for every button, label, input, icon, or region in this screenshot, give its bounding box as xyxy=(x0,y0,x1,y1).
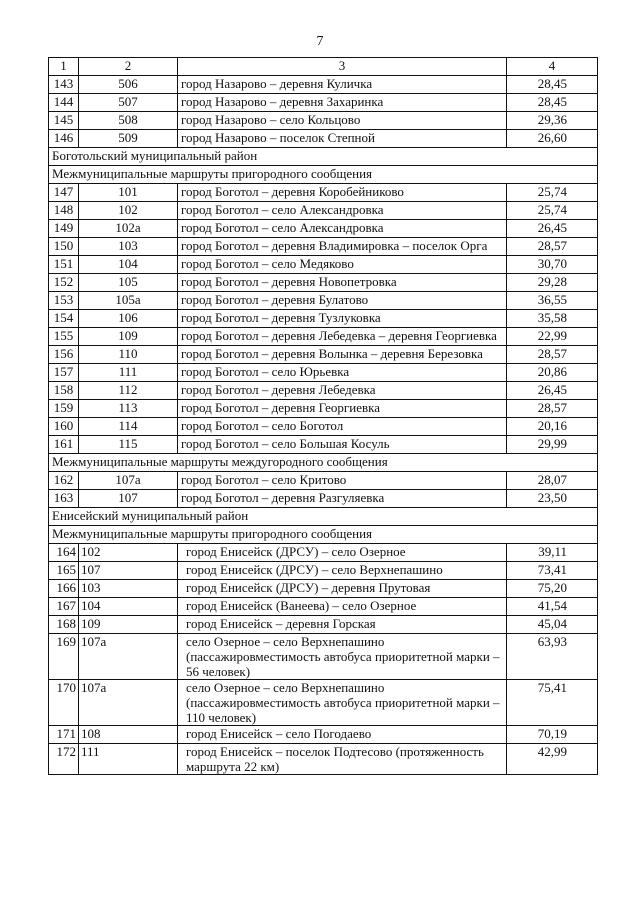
table-row xyxy=(49,292,598,310)
row-number: 150 xyxy=(49,238,79,256)
route-name: город Боготол – деревня Коробейниково xyxy=(178,184,507,202)
route-number: 102а xyxy=(79,220,178,238)
table-row xyxy=(49,346,598,364)
row-number: 172 xyxy=(49,744,79,775)
table-header-row xyxy=(49,58,598,76)
section-heading xyxy=(49,508,598,526)
page-number: 7 xyxy=(316,34,324,49)
route-price: 73,41 xyxy=(507,562,598,580)
table-row xyxy=(49,130,598,148)
row-number: 158 xyxy=(49,382,79,400)
route-name: город Боготол – село Медяково xyxy=(178,256,507,274)
route-number: 108 xyxy=(79,726,178,744)
route-number: 104 xyxy=(79,598,178,616)
table-row xyxy=(49,436,598,454)
table-row xyxy=(49,220,598,238)
route-number: 103 xyxy=(79,580,178,598)
subsection-heading xyxy=(49,454,598,472)
header-cell-3: 3 xyxy=(178,58,507,76)
route-number: 113 xyxy=(79,400,178,418)
table-row xyxy=(49,472,598,490)
route-price: 22,99 xyxy=(507,328,598,346)
route-number: 110 xyxy=(79,346,178,364)
row-number: 171 xyxy=(49,726,79,744)
section-heading xyxy=(49,148,598,166)
row-number: 161 xyxy=(49,436,79,454)
row-number: 162 xyxy=(49,472,79,490)
row-number: 153 xyxy=(49,292,79,310)
route-name: город Енисейск (ДРСУ) – деревня Прутовая xyxy=(178,580,507,598)
route-name: город Боготол – деревня Волынка – деревня Березовка xyxy=(178,346,507,364)
route-price: 75,41 xyxy=(507,680,598,726)
section-heading-text: Енисейский муниципальный район xyxy=(49,508,598,526)
route-number: 109 xyxy=(79,328,178,346)
route-number: 508 xyxy=(79,112,178,130)
route-name: город Енисейск (ДРСУ) – село Верхнепашино xyxy=(178,562,507,580)
row-number: 155 xyxy=(49,328,79,346)
table-row xyxy=(49,310,598,328)
table-row xyxy=(49,256,598,274)
row-number: 152 xyxy=(49,274,79,292)
row-number: 168 xyxy=(49,616,79,634)
table-row xyxy=(49,680,598,726)
route-price: 63,93 xyxy=(507,634,598,680)
route-number: 507 xyxy=(79,94,178,112)
route-name: город Боготол – село Юрьевка xyxy=(178,364,507,382)
header-cell-4: 4 xyxy=(507,58,598,76)
route-number: 114 xyxy=(79,418,178,436)
table-row xyxy=(49,544,598,562)
table-row xyxy=(49,562,598,580)
route-price: 28,57 xyxy=(507,400,598,418)
route-name: город Енисейск – поселок Подтесово (протяженность маршрута 22 км) xyxy=(178,744,507,775)
section-heading-text: Боготольский муниципальный район xyxy=(49,148,598,166)
table-row xyxy=(49,634,598,680)
route-number: 103 xyxy=(79,238,178,256)
table-row xyxy=(49,328,598,346)
table-row xyxy=(49,418,598,436)
route-number: 107 xyxy=(79,490,178,508)
table-row xyxy=(49,94,598,112)
route-price: 28,57 xyxy=(507,238,598,256)
route-name: город Назарово – поселок Степной xyxy=(178,130,507,148)
routes-table xyxy=(48,57,598,775)
table-row xyxy=(49,364,598,382)
route-price: 35,58 xyxy=(507,310,598,328)
route-number: 106 xyxy=(79,310,178,328)
route-price: 28,57 xyxy=(507,346,598,364)
row-number: 160 xyxy=(49,418,79,436)
route-name: город Енисейск – деревня Горская xyxy=(178,616,507,634)
route-number: 105 xyxy=(79,274,178,292)
row-number: 166 xyxy=(49,580,79,598)
route-price: 26,60 xyxy=(507,130,598,148)
row-number: 169 xyxy=(49,634,79,680)
table-row xyxy=(49,400,598,418)
route-number: 109 xyxy=(79,616,178,634)
route-name: село Озерное – село Верхнепашино (пассажировместимость автобуса приоритетной марки – 56 человек) xyxy=(178,634,507,680)
route-number: 509 xyxy=(79,130,178,148)
route-number: 112 xyxy=(79,382,178,400)
header-cell-2: 2 xyxy=(79,58,178,76)
route-number: 105а xyxy=(79,292,178,310)
route-name: город Боготол – деревня Лебедевка – деревня Георгиевка xyxy=(178,328,507,346)
route-price: 29,99 xyxy=(507,436,598,454)
route-name: город Назарово – деревня Захаринка xyxy=(178,94,507,112)
route-price: 25,74 xyxy=(507,202,598,220)
table-row xyxy=(49,202,598,220)
table-row xyxy=(49,112,598,130)
route-price: 36,55 xyxy=(507,292,598,310)
row-number: 167 xyxy=(49,598,79,616)
table-row xyxy=(49,490,598,508)
row-number: 149 xyxy=(49,220,79,238)
route-name: город Боготол – деревня Владимировка – поселок Орга xyxy=(178,238,507,256)
table-row xyxy=(49,580,598,598)
route-name: город Боготол – деревня Лебедевка xyxy=(178,382,507,400)
route-price: 26,45 xyxy=(507,382,598,400)
route-name: город Боготол – деревня Разгуляевка xyxy=(178,490,507,508)
route-price: 26,45 xyxy=(507,220,598,238)
route-number: 111 xyxy=(79,364,178,382)
row-number: 165 xyxy=(49,562,79,580)
route-price: 39,11 xyxy=(507,544,598,562)
route-number: 107 xyxy=(79,562,178,580)
row-number: 147 xyxy=(49,184,79,202)
routes-table-body xyxy=(49,58,598,775)
table-row xyxy=(49,76,598,94)
route-number: 107а xyxy=(79,634,178,680)
route-price: 70,19 xyxy=(507,726,598,744)
row-number: 143 xyxy=(49,76,79,94)
route-price: 42,99 xyxy=(507,744,598,775)
route-name: село Озерное – село Верхнепашино (пассажировместимость автобуса приоритетной марки – 110 человек) xyxy=(178,680,507,726)
route-number: 115 xyxy=(79,436,178,454)
subsection-heading-text: Межмуниципальные маршруты пригородного сообщения xyxy=(49,166,598,184)
row-number: 154 xyxy=(49,310,79,328)
route-number: 107а xyxy=(79,680,178,726)
route-price: 28,07 xyxy=(507,472,598,490)
table-row xyxy=(49,598,598,616)
route-name: город Енисейск – село Погодаево xyxy=(178,726,507,744)
route-name: город Боготол – деревня Булатово xyxy=(178,292,507,310)
route-name: город Боготол – село Александровка xyxy=(178,202,507,220)
route-number: 102 xyxy=(79,544,178,562)
route-name: город Боготол – деревня Новопетровка xyxy=(178,274,507,292)
table-row xyxy=(49,744,598,775)
route-price: 20,86 xyxy=(507,364,598,382)
route-number: 102 xyxy=(79,202,178,220)
route-name: город Енисейск (ДРСУ) – село Озерное xyxy=(178,544,507,562)
row-number: 145 xyxy=(49,112,79,130)
route-price: 25,74 xyxy=(507,184,598,202)
route-name: город Боготол – деревня Георгиевка xyxy=(178,400,507,418)
subsection-heading-text: Межмуниципальные маршруты пригородного сообщения xyxy=(49,526,598,544)
route-name: город Назарово – село Кольцово xyxy=(178,112,507,130)
route-price: 41,54 xyxy=(507,598,598,616)
route-number: 104 xyxy=(79,256,178,274)
route-price: 30,70 xyxy=(507,256,598,274)
route-name: город Енисейск (Ванеева) – село Озерное xyxy=(178,598,507,616)
table-row xyxy=(49,274,598,292)
route-price: 28,45 xyxy=(507,94,598,112)
subsection-heading xyxy=(49,166,598,184)
route-price: 29,36 xyxy=(507,112,598,130)
row-number: 156 xyxy=(49,346,79,364)
row-number: 144 xyxy=(49,94,79,112)
table-row xyxy=(49,238,598,256)
route-number: 107а xyxy=(79,472,178,490)
route-price: 20,16 xyxy=(507,418,598,436)
row-number: 163 xyxy=(49,490,79,508)
row-number: 170 xyxy=(49,680,79,726)
route-price: 23,50 xyxy=(507,490,598,508)
row-number: 146 xyxy=(49,130,79,148)
row-number: 159 xyxy=(49,400,79,418)
route-name: город Назарово – деревня Куличка xyxy=(178,76,507,94)
route-name: город Боготол – село Александровка xyxy=(178,220,507,238)
route-name: город Боготол – село Большая Косуль xyxy=(178,436,507,454)
table-row xyxy=(49,382,598,400)
route-price: 29,28 xyxy=(507,274,598,292)
route-name: город Боготол – село Боготол xyxy=(178,418,507,436)
table-row xyxy=(49,616,598,634)
row-number: 164 xyxy=(49,544,79,562)
subsection-heading xyxy=(49,526,598,544)
table-row xyxy=(49,726,598,744)
row-number: 151 xyxy=(49,256,79,274)
route-number: 506 xyxy=(79,76,178,94)
route-price: 45,04 xyxy=(507,616,598,634)
route-price: 75,20 xyxy=(507,580,598,598)
route-price: 28,45 xyxy=(507,76,598,94)
header-cell-1: 1 xyxy=(49,58,79,76)
subsection-heading-text: Межмуниципальные маршруты междугородного сообщения xyxy=(49,454,598,472)
table-row xyxy=(49,184,598,202)
row-number: 157 xyxy=(49,364,79,382)
route-name: город Боготол – село Критово xyxy=(178,472,507,490)
route-name: город Боготол – деревня Тузлуковка xyxy=(178,310,507,328)
route-number: 111 xyxy=(79,744,178,775)
route-number: 101 xyxy=(79,184,178,202)
row-number: 148 xyxy=(49,202,79,220)
